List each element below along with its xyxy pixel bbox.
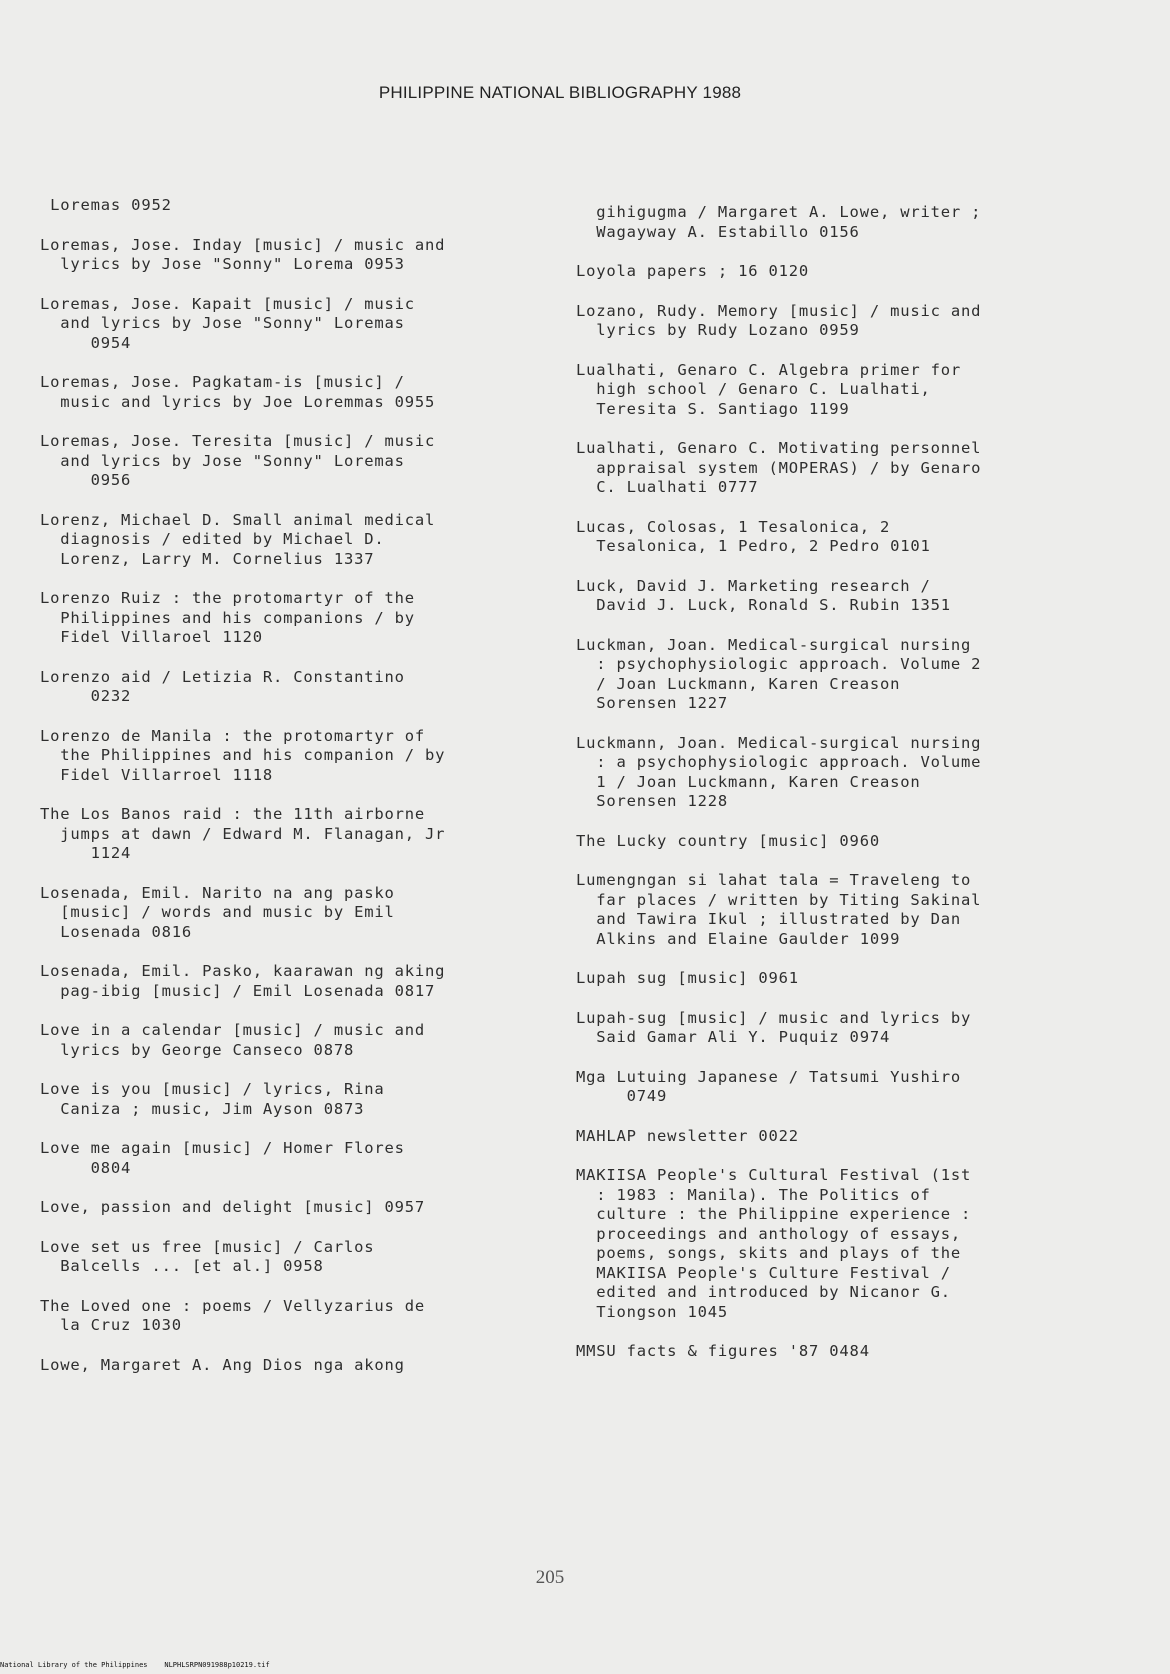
list-item: Lorenzo Ruiz : the protomartyr of the Philippines and his companions / by Fidel Villaroel 1120	[40, 589, 415, 646]
list-item: MMSU facts & figures '87 0484	[576, 1342, 870, 1360]
list-item: The Lucky country [music] 0960	[576, 831, 880, 850]
list-item: Luck, David J. Marketing research / David J. Luck, Ronald S. Rubin 1351	[576, 576, 951, 614]
list-item: Love is you [music] / lyrics, Rina Caniza ; music, Jim Ayson 0873	[40, 1080, 385, 1118]
list-item: Losenada, Emil. Narito na ang pasko [music] / words and music by Emil Losenada 0816	[40, 883, 395, 941]
left-column	[40, 196, 560, 1395]
list-item: Lumengngan si lahat tala = Traveleng to far places / written by Titing Sakinal and Tawira Ikul ; illustrated by Dan Alkins and Elaine Gaulder 1099	[576, 871, 982, 948]
list-item: Lualhati, Genaro C. Algebra primer for high school / Genaro C. Lualhati, Teresita S. Santiago 1199	[576, 360, 962, 418]
list-item: Lucas, Colosas, 1 Tesalonica, 2 Tesalonica, 1 Pedro, 2 Pedro 0101	[576, 517, 931, 555]
list-item: Lorenz, Michael D. Small animal medical diagnosis / edited by Michael D. Lorenz, Larry M. Cornelius 1337	[40, 510, 436, 568]
list-item: Luckman, Joan. Medical-surgical nursing : psychophysiologic approach. Volume 2 / Joan Luckmann, Karen Creason Sorensen 1227	[576, 635, 982, 712]
list-item: Loremas, Jose. Pagkatam-is [music] / music and lyrics by Joe Loremmas 0955	[40, 373, 436, 411]
list-item: Loremas, Jose. Teresita [music] / music and lyrics by Jose "Sonny" Loremas 0956	[40, 432, 436, 489]
list-item: Love me again [music] / Homer Flores 0804	[40, 1139, 405, 1177]
list-item: Lorenzo aid / Letizia R. Constantino 0232	[40, 667, 405, 705]
list-item: Lozano, Rudy. Memory [music] / music and lyrics by Rudy Lozano 0959	[576, 301, 982, 339]
list-item: Loremas, Jose. Kapait [music] / music and lyrics by Jose "Sonny" Loremas 0954	[40, 294, 415, 352]
list-item: MAKIISA People's Cultural Festival (1st : 1983 : Manila). The Politics of culture : the Philippine experience : proceedings and anthology of essays, poems, songs, skits and plays of the MAKIISA People's Culture Festival / edited and introduced by Nicanor G. Tiongson 1045	[576, 1166, 972, 1321]
list-item: Love set us free [music] / Carlos Balcells ... [et al.] 0958	[40, 1237, 375, 1275]
list-item: gihigugma / Margaret A. Lowe, writer ; Wagayway A. Estabillo 0156	[596, 203, 982, 241]
list-item: Loyola papers ; 16 0120	[576, 262, 810, 280]
list-item: The Loved one : poems / Vellyzarius de la Cruz 1030	[40, 1296, 426, 1334]
list-item: Lupah-sug [music] / music and lyrics by Said Gamar Ali Y. Puquiz 0974	[576, 1008, 972, 1046]
list-item: Lowe, Margaret A. Ang Dios nga akong	[40, 1355, 405, 1374]
list-item: Mga Lutuing Japanese / Tatsumi Yushiro 0749	[576, 1067, 962, 1105]
list-item: Loremas, Jose. Inday [music] / music and lyrics by Jose "Sonny" Lorema 0953	[40, 235, 446, 273]
scan-footer: National Library of the Philippines NLPHLSRPN091988p10219.tif	[0, 1661, 270, 1669]
list-item: Love in a calendar [music] / music and lyrics by George Canseco 0878	[40, 1021, 426, 1059]
list-item: MAHLAP newsletter 0022	[576, 1126, 799, 1145]
list-item: Lorenzo de Manila : the protomartyr of the Philippines and his companion / by Fidel Villarroel 1118	[40, 726, 446, 784]
list-item: Love, passion and delight [music] 0957	[40, 1198, 426, 1216]
list-item: Luckmann, Joan. Medical-surgical nursing : a psychophysiologic approach. Volume 1 / Joan Luckmann, Karen Creason Sorensen 1228	[576, 733, 982, 810]
right-column	[576, 203, 1096, 1382]
list-item: Loremas 0952	[40, 196, 172, 214]
list-item: Lupah sug [music] 0961	[576, 969, 799, 987]
page-number: 205	[535, 1567, 565, 1588]
page-title: PHILIPPINE NATIONAL BIBLIOGRAPHY 1988	[378, 83, 742, 102]
list-item: Lualhati, Genaro C. Motivating personnel appraisal system (MOPERAS) / by Genaro C. Lualhati 0777	[576, 439, 982, 496]
list-item: The Los Banos raid : the 11th airborne jumps at dawn / Edward M. Flanagan, Jr 1124	[40, 805, 446, 862]
list-item: Losenada, Emil. Pasko, kaarawan ng aking pag-ibig [music] / Emil Losenada 0817	[40, 962, 446, 1000]
